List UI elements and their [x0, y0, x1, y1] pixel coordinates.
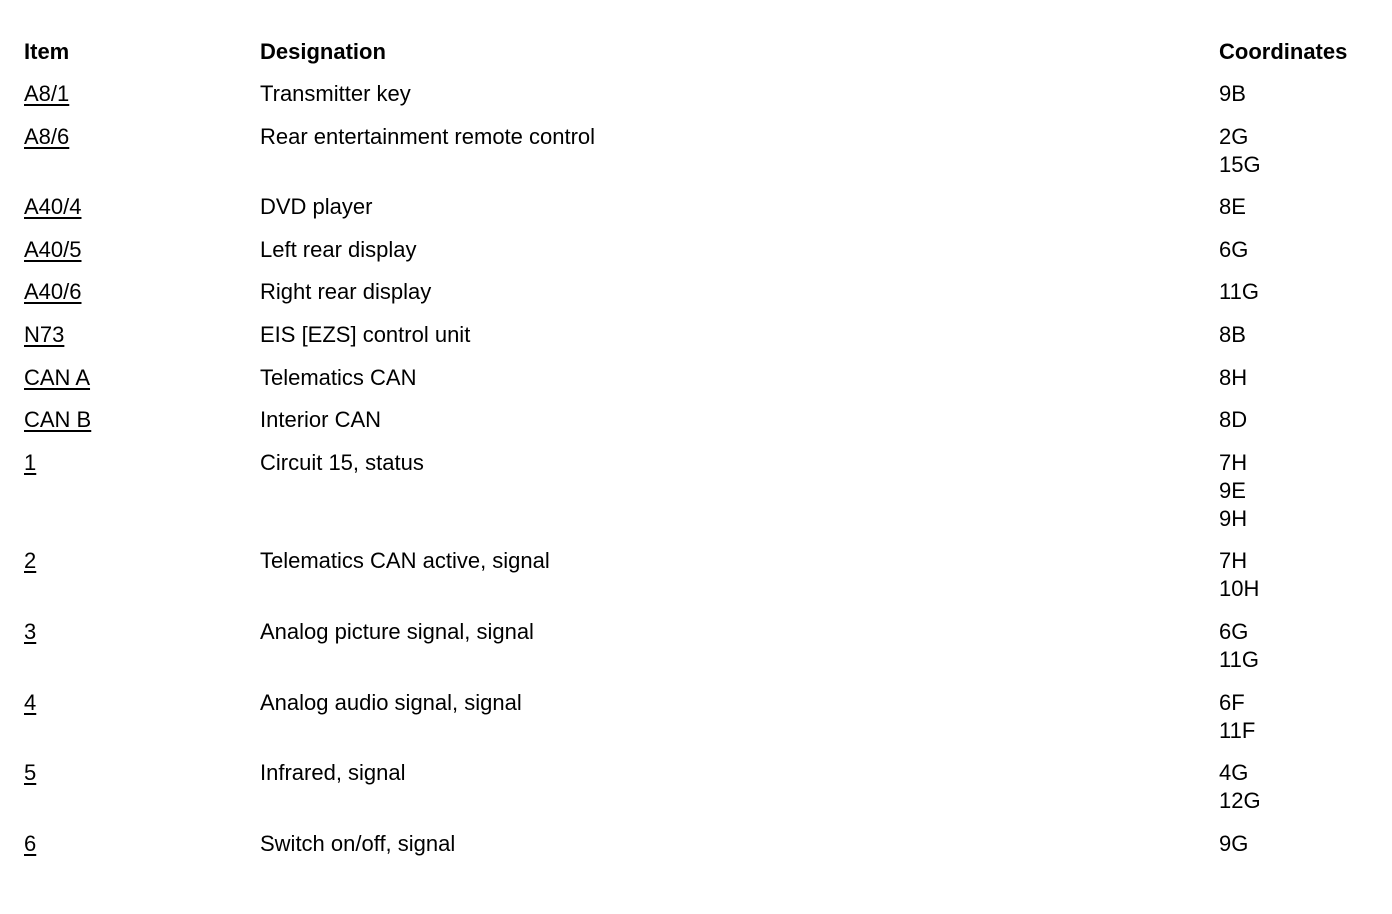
coordinate-value: 9B: [1219, 81, 1246, 106]
table-row: [24, 689, 1374, 760]
coordinates-cell: [1219, 830, 1248, 858]
coordinate-value: 8H: [1219, 364, 1248, 390]
designation-text: EIS [EZS] control unit: [260, 321, 471, 347]
table-row: [24, 364, 1374, 407]
item-link[interactable]: A8/6: [24, 123, 70, 149]
legend-table: [24, 38, 1374, 872]
coordinate-value: 6G: [1219, 618, 1249, 644]
coordinate-value: 4G: [1219, 760, 1249, 786]
item-link[interactable]: 6: [24, 830, 37, 856]
item-link[interactable]: A40/6: [24, 279, 82, 305]
coordinates-cell: [1219, 406, 1247, 434]
coordinates-cell: [1219, 364, 1247, 392]
item-link[interactable]: 3: [24, 618, 37, 644]
coordinate-value: 8B: [1219, 321, 1246, 347]
coordinates-cell: [1219, 193, 1246, 221]
coordinate-value: 8E: [1219, 194, 1246, 220]
coordinates-cell: [1219, 449, 1247, 533]
coordinate-value: 6F: [1219, 689, 1245, 715]
item-link[interactable]: 5: [24, 760, 37, 786]
coordinate-value: 6G: [1219, 236, 1249, 262]
header-designation: Designation: [260, 39, 386, 64]
designation-text: DVD player: [260, 194, 373, 220]
table-row: [24, 759, 1374, 830]
item-link[interactable]: CAN A: [24, 364, 91, 390]
table-row: [24, 278, 1374, 321]
table-row: [24, 830, 1374, 873]
designation-text: Interior CAN: [260, 407, 382, 433]
table-body: [24, 80, 1374, 872]
coordinate-value: 11F: [1219, 717, 1256, 743]
coordinates-cell: [1219, 547, 1259, 603]
item-link[interactable]: 1: [24, 449, 37, 475]
table-row: [24, 547, 1374, 618]
coordinate-value: 11G: [1219, 646, 1259, 672]
header-coordinates: Coordinates: [1219, 39, 1348, 64]
coordinate-value: 9H: [1219, 505, 1248, 531]
coordinate-value: 10H: [1219, 576, 1260, 602]
item-link[interactable]: 4: [24, 689, 37, 715]
designation-text: Transmitter key: [260, 81, 411, 106]
coordinate-value: 2G: [1219, 123, 1249, 149]
item-link[interactable]: 2: [24, 548, 37, 574]
designation-text: Rear entertainment remote control: [260, 123, 596, 149]
table-row: [24, 80, 1374, 123]
item-link[interactable]: N73: [24, 321, 65, 347]
coordinate-value: 8D: [1219, 407, 1248, 433]
coordinates-cell: [1219, 236, 1248, 264]
coordinates-cell: [1219, 123, 1261, 179]
designation-text: Analog picture signal, signal: [260, 618, 534, 644]
designation-text: Left rear display: [260, 236, 417, 262]
designation-text: Infrared, signal: [260, 760, 406, 786]
table-row: [24, 449, 1374, 548]
coordinate-value: 7H: [1219, 449, 1248, 475]
designation-text: Switch on/off, signal: [260, 830, 456, 856]
item-link[interactable]: A8/1: [24, 81, 70, 106]
designation-text: Analog audio signal, signal: [260, 689, 522, 715]
coordinate-value: 11G: [1219, 279, 1259, 305]
table-row: [24, 236, 1374, 279]
designation-text: Circuit 15, status: [260, 449, 424, 475]
coordinate-value: 15G: [1219, 151, 1261, 177]
designation-text: Telematics CAN active, signal: [260, 548, 550, 574]
coordinates-cell: [1219, 689, 1255, 745]
table-row: [24, 123, 1374, 194]
coordinate-value: 9E: [1219, 477, 1246, 503]
item-link[interactable]: A40/4: [24, 194, 82, 220]
coordinates-cell: [1219, 80, 1246, 108]
coordinates-cell: [1219, 759, 1261, 815]
coordinates-cell: [1219, 321, 1246, 349]
item-link[interactable]: CAN B: [24, 407, 92, 433]
header-row: [24, 38, 1374, 80]
designation-text: Right rear display: [260, 279, 432, 305]
table-row: [24, 193, 1374, 236]
coordinate-value: 9G: [1219, 830, 1249, 856]
table-row: [24, 618, 1374, 689]
table-row: [24, 321, 1374, 364]
header-item: Item: [24, 39, 70, 64]
coordinates-cell: [1219, 618, 1259, 674]
coordinates-cell: [1219, 278, 1259, 306]
table-row: [24, 406, 1374, 449]
item-link[interactable]: A40/5: [24, 236, 82, 262]
coordinate-value: 12G: [1219, 788, 1261, 814]
designation-text: Telematics CAN: [260, 364, 417, 390]
coordinate-value: 7H: [1219, 548, 1248, 574]
